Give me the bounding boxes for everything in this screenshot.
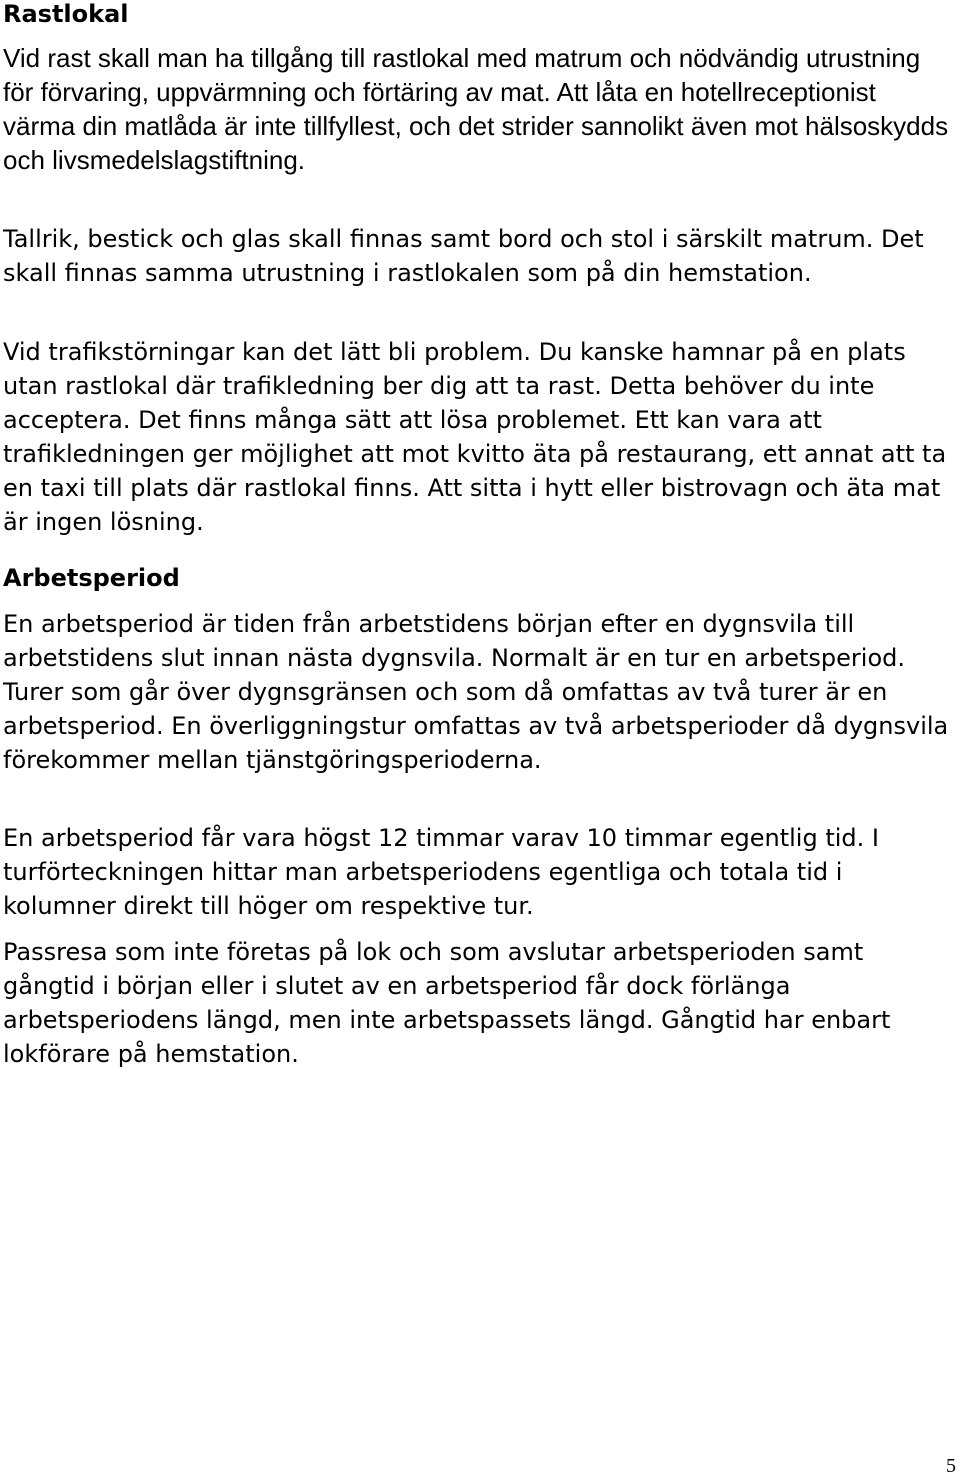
- section-heading-rastlokal: Rastlokal: [3, 0, 129, 28]
- paragraph-arbetsperiod-langd: En arbetsperiod får vara högst 12 timmar varav 10 timmar egentlig tid. I turförteckningen hittar man arbetsperiodens egentliga och totala tid i kolumner direkt till höger om respektive tur.: [3, 824, 879, 920]
- section-heading-arbetsperiod: Arbetsperiod: [3, 564, 180, 592]
- paragraph-rastlokal-intro: Vid rast skall man ha tillgång till rastlokal med matrum och nödvändig utrustning för förvaring, uppvärmning och förtäring av mat. Att låta en hotellreceptionist värma din matlåda är inte tillfyllest, och det strider sannolikt även mot hälsoskydds och livsmedelslagstiftning.: [3, 43, 949, 175]
- page-number: 5: [946, 1455, 956, 1477]
- paragraph-arbetsperiod-definition: En arbetsperiod är tiden från arbetstidens början efter en dygnsvila till arbetstidens slut innan nästa dygnsvila. Normalt är en tur en arbetsperiod. Turer som går över dygnsgränsen och som då omfattas av två turer är en arbetsperiod. En överliggningstur omfattas av två arbetsperioder då dygnsvila förekommer mellan tjänstgöringsperioderna.: [3, 610, 949, 774]
- paragraph-rastlokal-trafikstorningar: Vid trafikstörningar kan det lätt bli problem. Du kanske hamnar på en plats utan rastlokal där trafikledning ber dig att ta rast. Detta behöver du inte acceptera. Det finns många sätt att lösa problemet. Ett kan vara att trafikledningen ger möjlighet att mot kvitto äta på restaurang, ett annat att ta en taxi till plats där rastlokal finns. Att sitta i hytt eller bistrovagn och äta mat är ingen lösning.: [3, 338, 947, 536]
- paragraph-rastlokal-matrum: Tallrik, bestick och glas skall finnas samt bord och stol i särskilt matrum. Det skall finnas samma utrustning i rastlokalen som på din hemstation.: [3, 225, 924, 287]
- paragraph-arbetsperiod-passresa: Passresa som inte företas på lok och som avslutar arbetsperioden samt gångtid i början eller i slutet av en arbetsperiod får dock förlänga arbetsperiodens längd, men inte arbetspassets längd. Gångtid har enbart lokförare på hemstation.: [3, 938, 891, 1068]
